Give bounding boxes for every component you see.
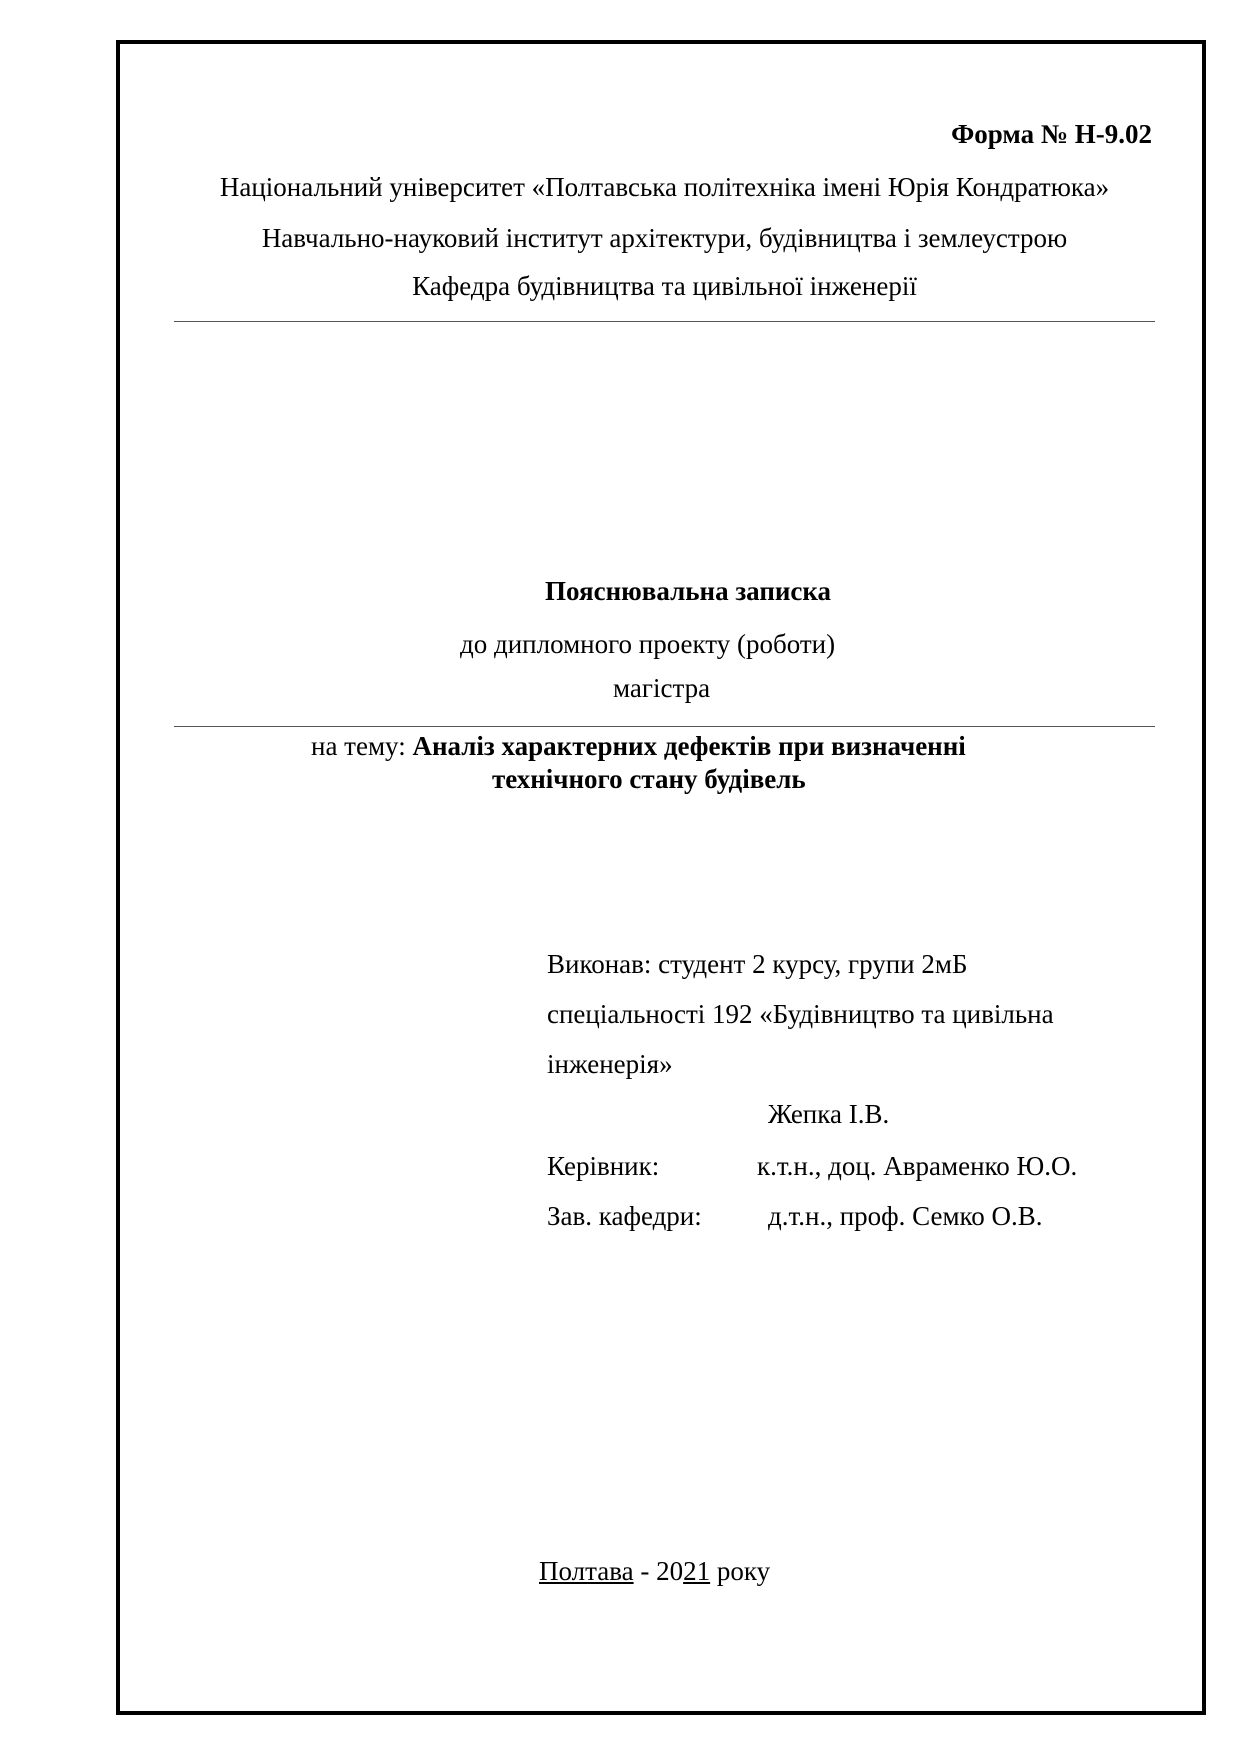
performed-by-line-3: інженерія» — [547, 1049, 673, 1079]
student-name: Жепка І.В. — [768, 1099, 890, 1129]
document-heading: Пояснювальна записка — [545, 576, 832, 606]
title-divider — [174, 726, 1155, 727]
supervisor-value: к.т.н., доц. Авраменко Ю.О. — [757, 1151, 1078, 1181]
degree-label: магістра — [613, 673, 711, 703]
document-subheading: до дипломного проекту (роботи) — [460, 629, 836, 659]
head-of-department-value: д.т.н., проф. Семко О.В. — [768, 1201, 1043, 1231]
form-number: Форма № Н-9.02 — [951, 119, 1152, 149]
year-suffix: 21 — [683, 1556, 711, 1586]
city-year-footer — [539, 1558, 770, 1585]
supervisor-label: Керівник: — [547, 1151, 660, 1181]
topic-prefix: на тему: — [311, 731, 413, 761]
head-of-department-label: Зав. кафедри: — [547, 1201, 702, 1231]
topic-line-1 — [311, 733, 966, 760]
city-name: Полтава — [539, 1556, 634, 1586]
performed-by-line-2: спеціальності 192 «Будівництво та цивільна — [547, 999, 1054, 1029]
department-name: Кафедра будівництва та цивільної інженерії — [412, 271, 917, 301]
university-name: Національний університет «Полтавська політехніка імені Юрія Кондратюка» — [219, 172, 1110, 202]
header-divider — [174, 321, 1155, 322]
performed-by-line-1: Виконав: студент 2 курсу, групи 2мБ — [547, 949, 968, 979]
topic-line-2: технічного стану будівель — [492, 764, 806, 794]
footer-separator: - — [633, 1556, 657, 1586]
institute-name: Навчально-науковий інститут архітектури, будівництва і землеустрою — [261, 223, 1068, 253]
year-word: року — [710, 1556, 771, 1586]
topic-title: Аналіз характерних дефектів при визначенні — [412, 731, 966, 761]
year-prefix: 20 — [656, 1556, 684, 1586]
